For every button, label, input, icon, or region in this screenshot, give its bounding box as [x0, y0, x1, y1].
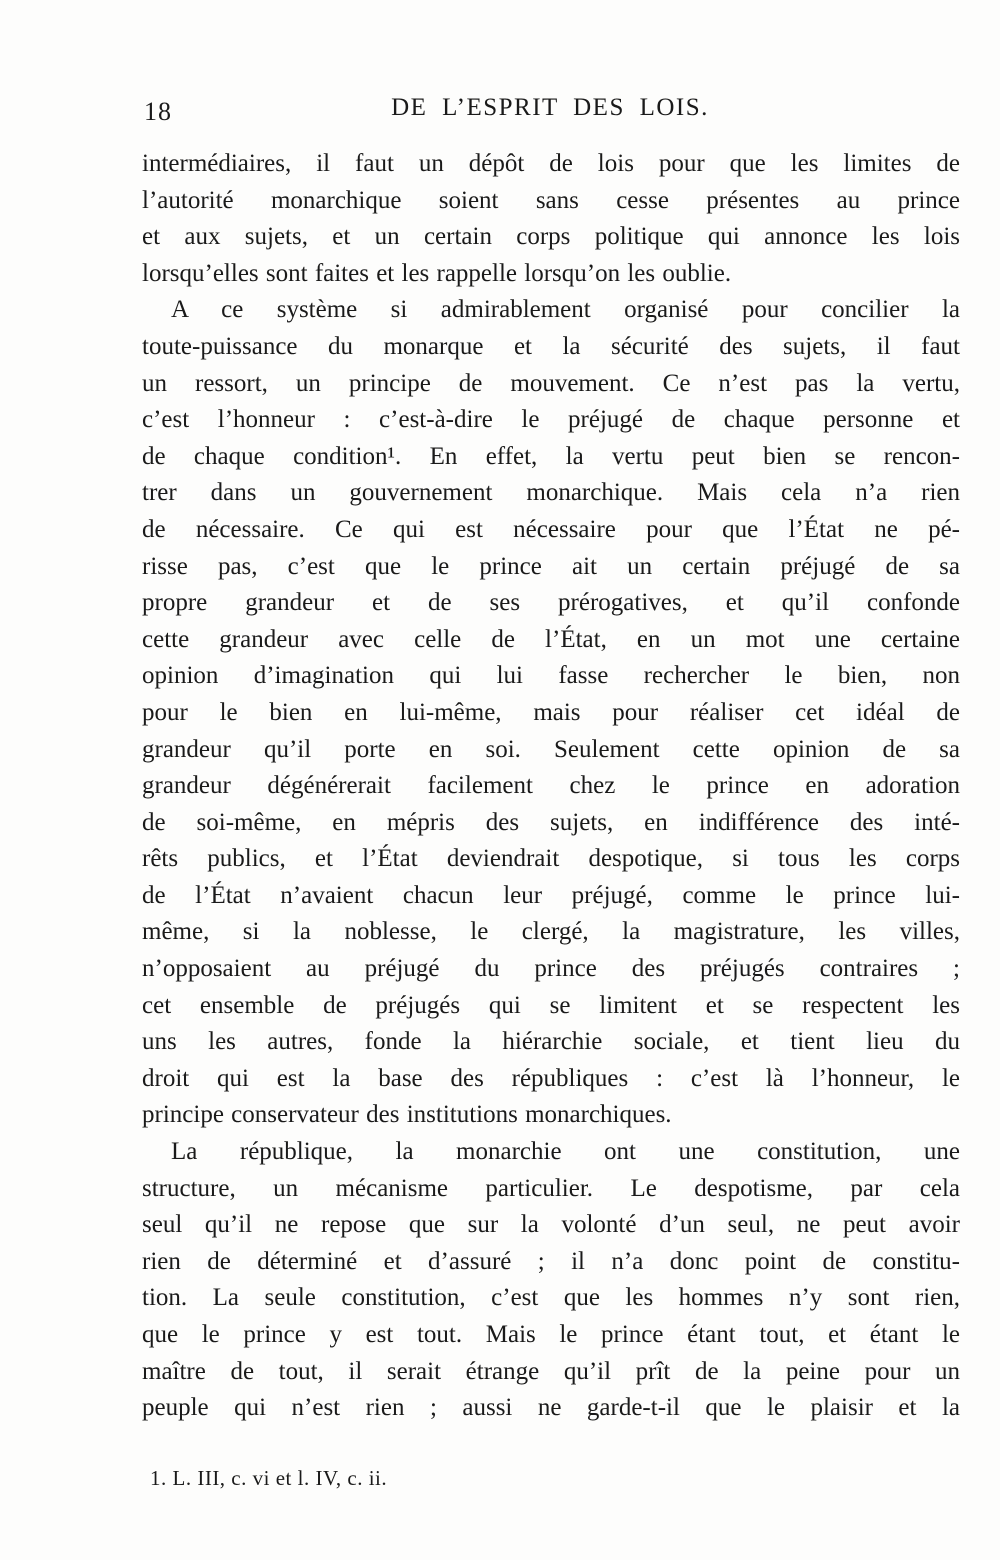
- text-line: de soi-même, en mépris des sujets, en indifférence des inté-: [142, 808, 960, 836]
- text-line: peuple qui n’est rien ; aussi ne garde-t-il que le plaisir et la: [142, 1394, 960, 1422]
- text-line: maître de tout, il serait étrange qu’il prît de la peine pour un: [142, 1357, 960, 1385]
- text-line: propre grandeur et de ses prérogatives, et qu’il confonde: [142, 589, 960, 617]
- running-title: DE L’ESPRIT DES LOIS.: [391, 94, 709, 121]
- text-line: cet ensemble de préjugés qui se limitent et se respectent les: [142, 991, 960, 1019]
- page-body: [142, 146, 960, 1427]
- text-line: seul qu’il ne repose que sur la volonté d’un seul, ne peut avoir: [142, 1211, 960, 1239]
- page-number: 18: [144, 97, 172, 126]
- text-line: n’opposaient au préjugé du prince des préjugés contraires ;: [142, 955, 960, 983]
- text-line: principe conservateur des institutions monarchiques.: [142, 1101, 672, 1129]
- text-line: La république, la monarchie ont une constitution, une: [171, 1138, 960, 1166]
- page-header: [142, 94, 958, 130]
- paragraph: [142, 292, 960, 1134]
- text-line: opinion d’imagination qui lui fasse rechercher le bien, non: [142, 662, 960, 690]
- text-line: de l’État n’avaient chacun leur préjugé, comme le prince lui-: [142, 881, 960, 909]
- footnote: 1. L. III, c. vi et l. IV, c. ii.: [150, 1466, 388, 1490]
- text-line: intermédiaires, il faut un dépôt de lois pour que les limites de: [142, 150, 960, 177]
- text-line: pour le bien en lui-même, mais pour réaliser cet idéal de: [142, 698, 960, 726]
- text-line: A ce système si admirablement organisé pour concilier la: [171, 296, 960, 324]
- text-line: uns les autres, fonde la hiérarchie sociale, et tient lieu du: [142, 1028, 960, 1056]
- text-line: c’est l’honneur : c’est-à-dire le préjugé de chaque personne et: [142, 406, 960, 434]
- text-line: lorsqu’elles sont faites et les rappelle lorsqu’on les oublie.: [142, 259, 732, 287]
- text-line: tion. La seule constitution, c’est que les hommes n’y sont rien,: [142, 1284, 960, 1312]
- text-line: trer dans un gouvernement monarchique. Mais cela n’a rien: [142, 479, 960, 507]
- text-line: grandeur qu’il porte en soi. Seulement cette opinion de sa: [142, 735, 960, 763]
- text-line: que le prince y est tout. Mais le prince étant tout, et étant le: [142, 1321, 960, 1348]
- text-line: rêts publics, et l’État deviendrait despotique, si tous les corps: [142, 845, 960, 873]
- text-line: même, si la noblesse, le clergé, la magistrature, les villes,: [142, 918, 960, 946]
- text-line: rien de déterminé et d’assuré ; il n’a donc point de constitu-: [142, 1247, 960, 1275]
- paragraph: [142, 146, 960, 292]
- text-line: de chaque condition¹. En effet, la vertu peut bien se rencon-: [142, 442, 960, 470]
- paragraph: [142, 1134, 960, 1427]
- text-line: toute-puissance du monarque et la sécurité des sujets, il faut: [142, 332, 960, 360]
- text-line: cette grandeur avec celle de l’État, en un mot une certaine: [142, 625, 960, 653]
- text-line: grandeur dégénérerait facilement chez le prince en adoration: [142, 772, 960, 800]
- text-line: risse pas, c’est que le prince ait un certain préjugé de sa: [142, 552, 960, 580]
- text-line: de nécessaire. Ce qui est nécessaire pour que l’État ne pé-: [142, 515, 960, 543]
- text-line: structure, un mécanisme particulier. Le despotisme, par cela: [142, 1174, 960, 1202]
- text-line: l’autorité monarchique soient sans cesse présentes au prince: [142, 186, 960, 214]
- text-line: droit qui est la base des républiques : c’est là l’honneur, le: [142, 1064, 960, 1092]
- text-line: et aux sujets, et un certain corps politique qui annonce les lois: [142, 223, 960, 251]
- text-line: un ressort, un principe de mouvement. Ce n’est pas la vertu,: [142, 369, 960, 397]
